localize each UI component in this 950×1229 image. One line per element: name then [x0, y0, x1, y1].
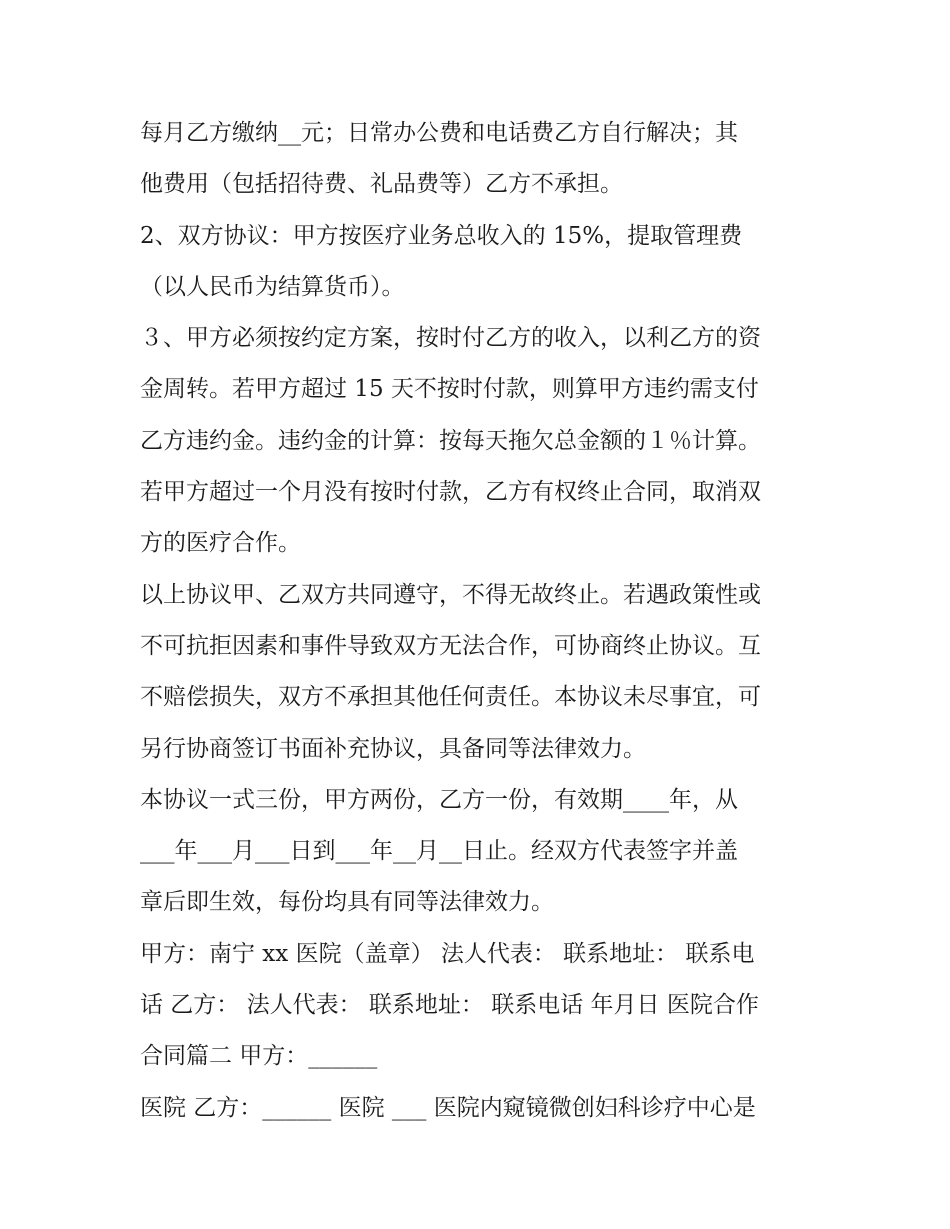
text-line: ___年___月___日到___年__月__日止。经双方代表签字并盖 — [140, 838, 738, 865]
text-line: 话 乙方： 法人代表： 联系地址： 联系电话 年月日 医院合作 — [140, 992, 759, 1019]
text-line: 章后即生效，每份均具有同等法律效力。 — [140, 889, 554, 916]
text-line: 医院 乙方：______ 医院 ___ 医院内窥镜微创妇科诊疗中心是 — [140, 1094, 756, 1121]
text-line: 他费用（包括招待费、礼品费等）乙方不承担。 — [140, 171, 623, 198]
text-line: 本协议一式三份，甲方两份，乙方一份，有效期____年，从 — [140, 786, 738, 813]
document-body — [140, 108, 830, 1134]
text-line: 2、双方协议：甲方按医疗业务总收入的 15%，提取管理费 — [140, 222, 743, 249]
text-line: 甲方：南宁 xx 医院（盖章） 法人代表： 联系地址： 联系电 — [140, 940, 755, 967]
text-line: 不赔偿损失，双方不承担其他任何责任。本协议未尽事宜，可 — [140, 684, 761, 711]
text-line: 以上协议甲、乙双方共同遵守，不得无故终止。若遇政策性或 — [140, 581, 761, 608]
text-line: ３、甲方必须按约定方案，按时付乙方的收入，以利乙方的资 — [140, 325, 761, 352]
text-line: 另行协商签订书面补充协议，具备同等法律效力。 — [140, 735, 646, 762]
text-line: 金周转。若甲方超过 15 天不按时付款，则算甲方违约需支付 — [140, 376, 759, 403]
text-line: 若甲方超过一个月没有按时付款，乙方有权终止合同，取消双 — [140, 479, 761, 506]
text-line: 每月乙方缴纳__元；日常办公费和电话费乙方自行解决；其 — [140, 120, 738, 146]
text-line: 合同篇二 甲方：______ — [140, 1043, 378, 1070]
text-line: （以人民币为结算货币）。 — [140, 273, 405, 300]
text-line: 不可抗拒因素和事件导致双方无法合作，可协商终止协议。互 — [140, 632, 761, 659]
text-line: 乙方违约金。违约金的计算：按每天拖欠总金额的１％计算。 — [140, 427, 761, 454]
text-line: 方的医疗合作。 — [140, 530, 301, 557]
